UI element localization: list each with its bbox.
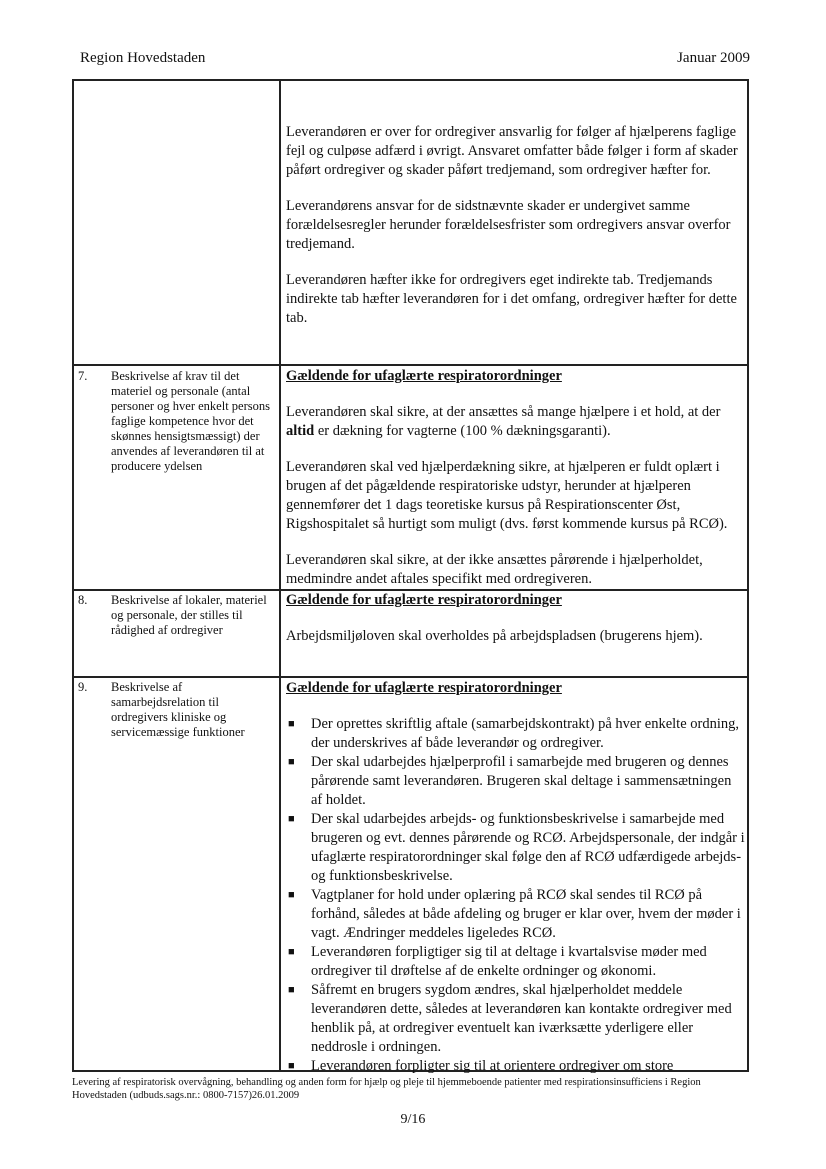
paragraph: Arbejdsmiljøloven skal overholdes på arbejdspladsen (brugerens hjem). <box>286 628 703 644</box>
row-number: 9. <box>78 680 88 694</box>
requirements-table <box>72 79 749 1072</box>
row-description: Beskrivelse af krav til det materiel og personale (antal personer og hver enkelt persons faglige kompetence hvor det skønnes hensigtsmæssigt) der anvendes af leverandøren til at producere ydelsen <box>111 369 270 473</box>
bullet-icon: ■ <box>288 984 295 996</box>
row-description: Beskrivelse af lokaler, materiel og personale, der stilles til rådighed af ordregiver <box>111 593 267 637</box>
paragraph: Leverandørens ansvar for de sidstnævnte skader er undergivet samme forældelsesregler herunder forældelsesfrister som ordregivers ansvar overfor tredjemand. <box>286 198 731 252</box>
row-9-content <box>286 679 746 1076</box>
row-divider <box>74 676 747 678</box>
list-item: ■ Vagtplaner for hold under oplæring på RCØ skal sendes til RCØ på forhånd, således at både afdeling og bruger er klar over, hvem der møder i vagt. Ændringer meddeles ligeledes RCØ. <box>288 887 741 941</box>
bullet-icon: ■ <box>288 889 295 901</box>
bullet-icon: ■ <box>288 946 295 958</box>
paragraph: Leverandøren skal sikre, at der ansættes så mange hjælpere i et hold, at der altid er dækning for vagterne (100 % dækningsgaranti). <box>286 404 721 439</box>
paragraph: Leverandøren skal ved hjælperdækning sikre, at hjælperen er fuldt oplært i brugen af det pågældende respiratoriske udstyr, herunder at hjælperen gennemfører det 1 dags teoretiske kursus på Respirationscenter Øst, Rigshospitalet så hurtigt som muligt (dvs. først kommende kursus på RCØ). <box>286 459 728 532</box>
section-heading: Gældende for ufaglærte respiratorordninger <box>286 368 562 384</box>
bullet-icon: ■ <box>288 718 295 730</box>
header-region: Region Hovedstaden <box>80 50 206 66</box>
list-item: ■ Der skal udarbejdes hjælperprofil i samarbejde med brugeren og dennes pårørende samt leverandøren. Brugeren skal deltage i sammensætningen af holdet. <box>288 754 732 808</box>
bullet-list <box>286 715 746 1076</box>
bullet-icon: ■ <box>288 1060 295 1072</box>
row-number: 8. <box>78 593 88 607</box>
list-item: ■ Såfremt en brugers sygdom ændres, skal hjælperholdet meddele leverandøren dette, således at leverandøren kan kontakte ordregiver med henblik på, at ordregiver eventuelt kan iværksætte yderligere eller neddrosle i ordningen. <box>288 982 732 1055</box>
list-item: ■ Leverandøren forpligter sig til at orientere ordregiver om store <box>288 1058 674 1074</box>
row-8-content <box>286 591 746 663</box>
row-description: Beskrivelse af samarbejdsrelation til ordregivers kliniske og servicemæssige funktioner <box>111 680 245 739</box>
row-divider <box>74 364 747 366</box>
paragraph: Leverandøren skal sikre, at der ikke ansættes pårørende i hjælperholdet, medmindre andet aftales specifikt med ordregiveren. <box>286 552 703 587</box>
list-item: ■ Leverandøren forpligtiger sig til at deltage i kvartalsvise møder med ordregiver til drøftelse af de enkelte ordninger og økonomi. <box>288 944 707 979</box>
paragraph: Leverandøren er over for ordregiver ansvarlig for følger af hjælperens faglige fejl og culpøse adfærd i øvrigt. Ansvaret omfatter både følger i form af skader påført ordregiver og skader påført tredjemand, som ordregiver hæfter for. <box>286 124 738 178</box>
section-heading: Gældende for ufaglærte respiratorordninger <box>286 680 562 696</box>
section-heading: Gældende for ufaglærte respiratorordninger <box>286 592 562 608</box>
page-number: 9/16 <box>400 1112 426 1127</box>
continued-row-content <box>286 123 746 345</box>
header-date: Januar 2009 <box>677 50 750 66</box>
list-item: ■ Der skal udarbejdes arbejds- og funktionsbeskrivelse i samarbejde med brugeren og evt. dennes pårørende og RCØ. Arbejdspersonale, der indgår i ufaglærte respiratorordninger skal følge den af RCØ udfærdigede arbejds- og funktionsbeskrivelse. <box>288 811 745 884</box>
list-item: ■ Der oprettes skriftlig aftale (samarbejdskontrakt) på hver enkelte ordning, der underskrives af både leverandør og ordregiver. <box>288 716 739 751</box>
bullet-icon: ■ <box>288 813 295 825</box>
paragraph: Leverandøren hæfter ikke for ordregivers eget indirekte tab. Tredjemands indirekte tab hæfter leverandøren for i det omfang, ordregiver hæfter for dette tab. <box>286 272 737 326</box>
row-7-content <box>286 367 746 606</box>
bullet-icon: ■ <box>288 756 295 768</box>
row-number: 7. <box>78 369 88 383</box>
column-divider <box>279 81 281 1070</box>
footer-note: Levering af respiratorisk overvågning, behandling og anden form for hjælp og pleje til hjemmeboende patienter med respirationsinsufficiens i Region Hovedstaden (udbuds.sags.nr.: 0800-7157)26.01.2009 <box>72 1077 701 1101</box>
